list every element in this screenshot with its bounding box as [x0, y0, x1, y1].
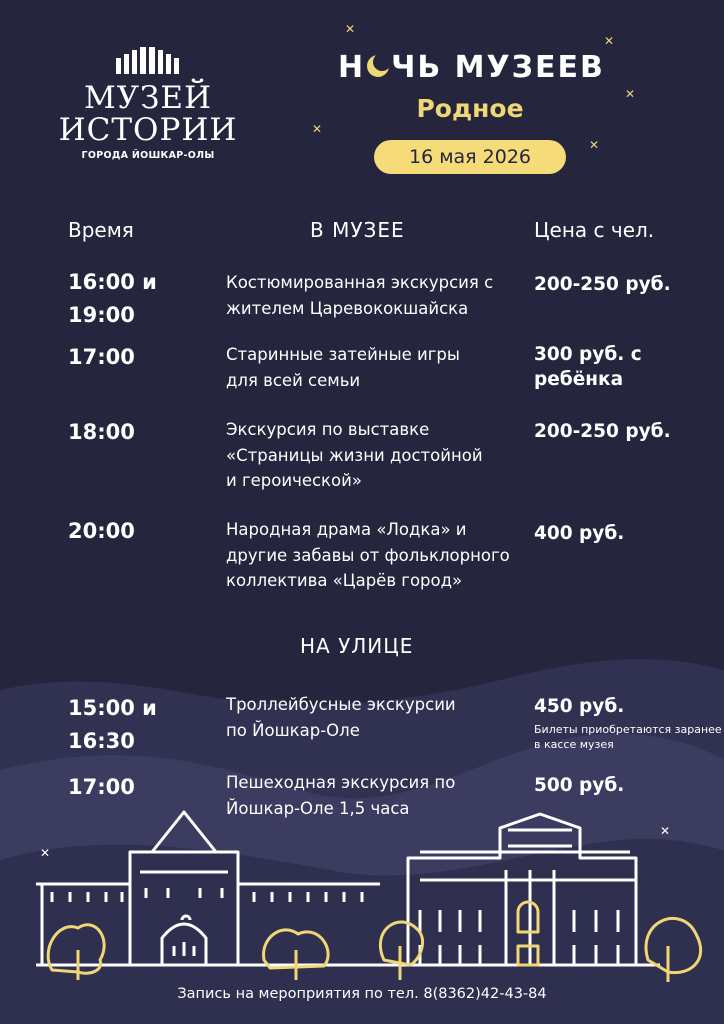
footer-contact: Запись на мероприятия по тел. 8(8362)42-43-84	[177, 986, 547, 1002]
event-description: Троллейбусные экскурсии по Йошкар-Оле	[226, 695, 456, 740]
event-description: Пешеходная экскурсия по Йошкар-Оле 1,5 часа	[226, 773, 456, 818]
event-price: 200-250 руб.	[534, 274, 671, 295]
event-time: 17:00	[68, 775, 135, 799]
star-icon: ✕	[589, 138, 600, 152]
header-museum: В МУЗЕЕ	[310, 218, 405, 242]
star-icon: ✕	[312, 122, 323, 136]
section-title-street: НА УЛИЦЕ	[300, 634, 414, 658]
event-time: 20:00	[68, 519, 135, 543]
logo-line-3: ГОРОДА ЙОШКАР-ОЛЫ	[81, 150, 215, 161]
header-time: Время	[68, 218, 134, 242]
event-time: 17:00	[68, 345, 135, 369]
event-description: Народная драма «Лодка» и другие забавы от фольклорного коллектива «Царёв город»	[226, 520, 510, 590]
date-badge: 16 мая 2026	[374, 140, 566, 174]
event-price: 400 руб.	[534, 523, 625, 544]
ticket-note: Билеты приобретаются заранее в кассе музея	[534, 723, 722, 751]
star-icon: ✕	[345, 22, 356, 36]
header-price: Цена с чел.	[534, 218, 655, 242]
event-title: Н ЧЬ МУЗЕЕВ	[338, 50, 605, 85]
event-time: 18:00	[68, 420, 135, 444]
star-icon: ✕	[625, 87, 636, 101]
event-time: 16:00 и 19:00	[68, 270, 157, 327]
logo-line-2: ИСТОРИИ	[58, 112, 238, 148]
star-icon: ✕	[660, 824, 671, 838]
museum-logo	[58, 46, 238, 166]
event-description: Костюмированная экскурсия с жителем Царевококшайска	[226, 273, 494, 318]
event-price: 200-250 руб.	[534, 421, 671, 442]
event-subtitle: Родное	[416, 94, 524, 123]
logo-line-1: МУЗЕЙ	[83, 80, 213, 116]
moon-icon	[365, 53, 391, 79]
event-price: 450 руб.	[534, 696, 625, 717]
columns-icon	[114, 46, 182, 76]
event-time: 15:00 и 16:30	[68, 696, 157, 753]
event-price: 300 руб. с ребёнка	[534, 344, 642, 390]
star-icon: ✕	[604, 34, 615, 48]
event-price: 500 руб.	[534, 775, 625, 796]
city-illustration	[0, 800, 724, 990]
star-icon: ✕	[40, 846, 51, 860]
event-description: Старинные затейные игры для всей семьи	[226, 345, 460, 390]
event-description: Экскурсия по выставке «Страницы жизни достойной и героической»	[226, 420, 483, 490]
